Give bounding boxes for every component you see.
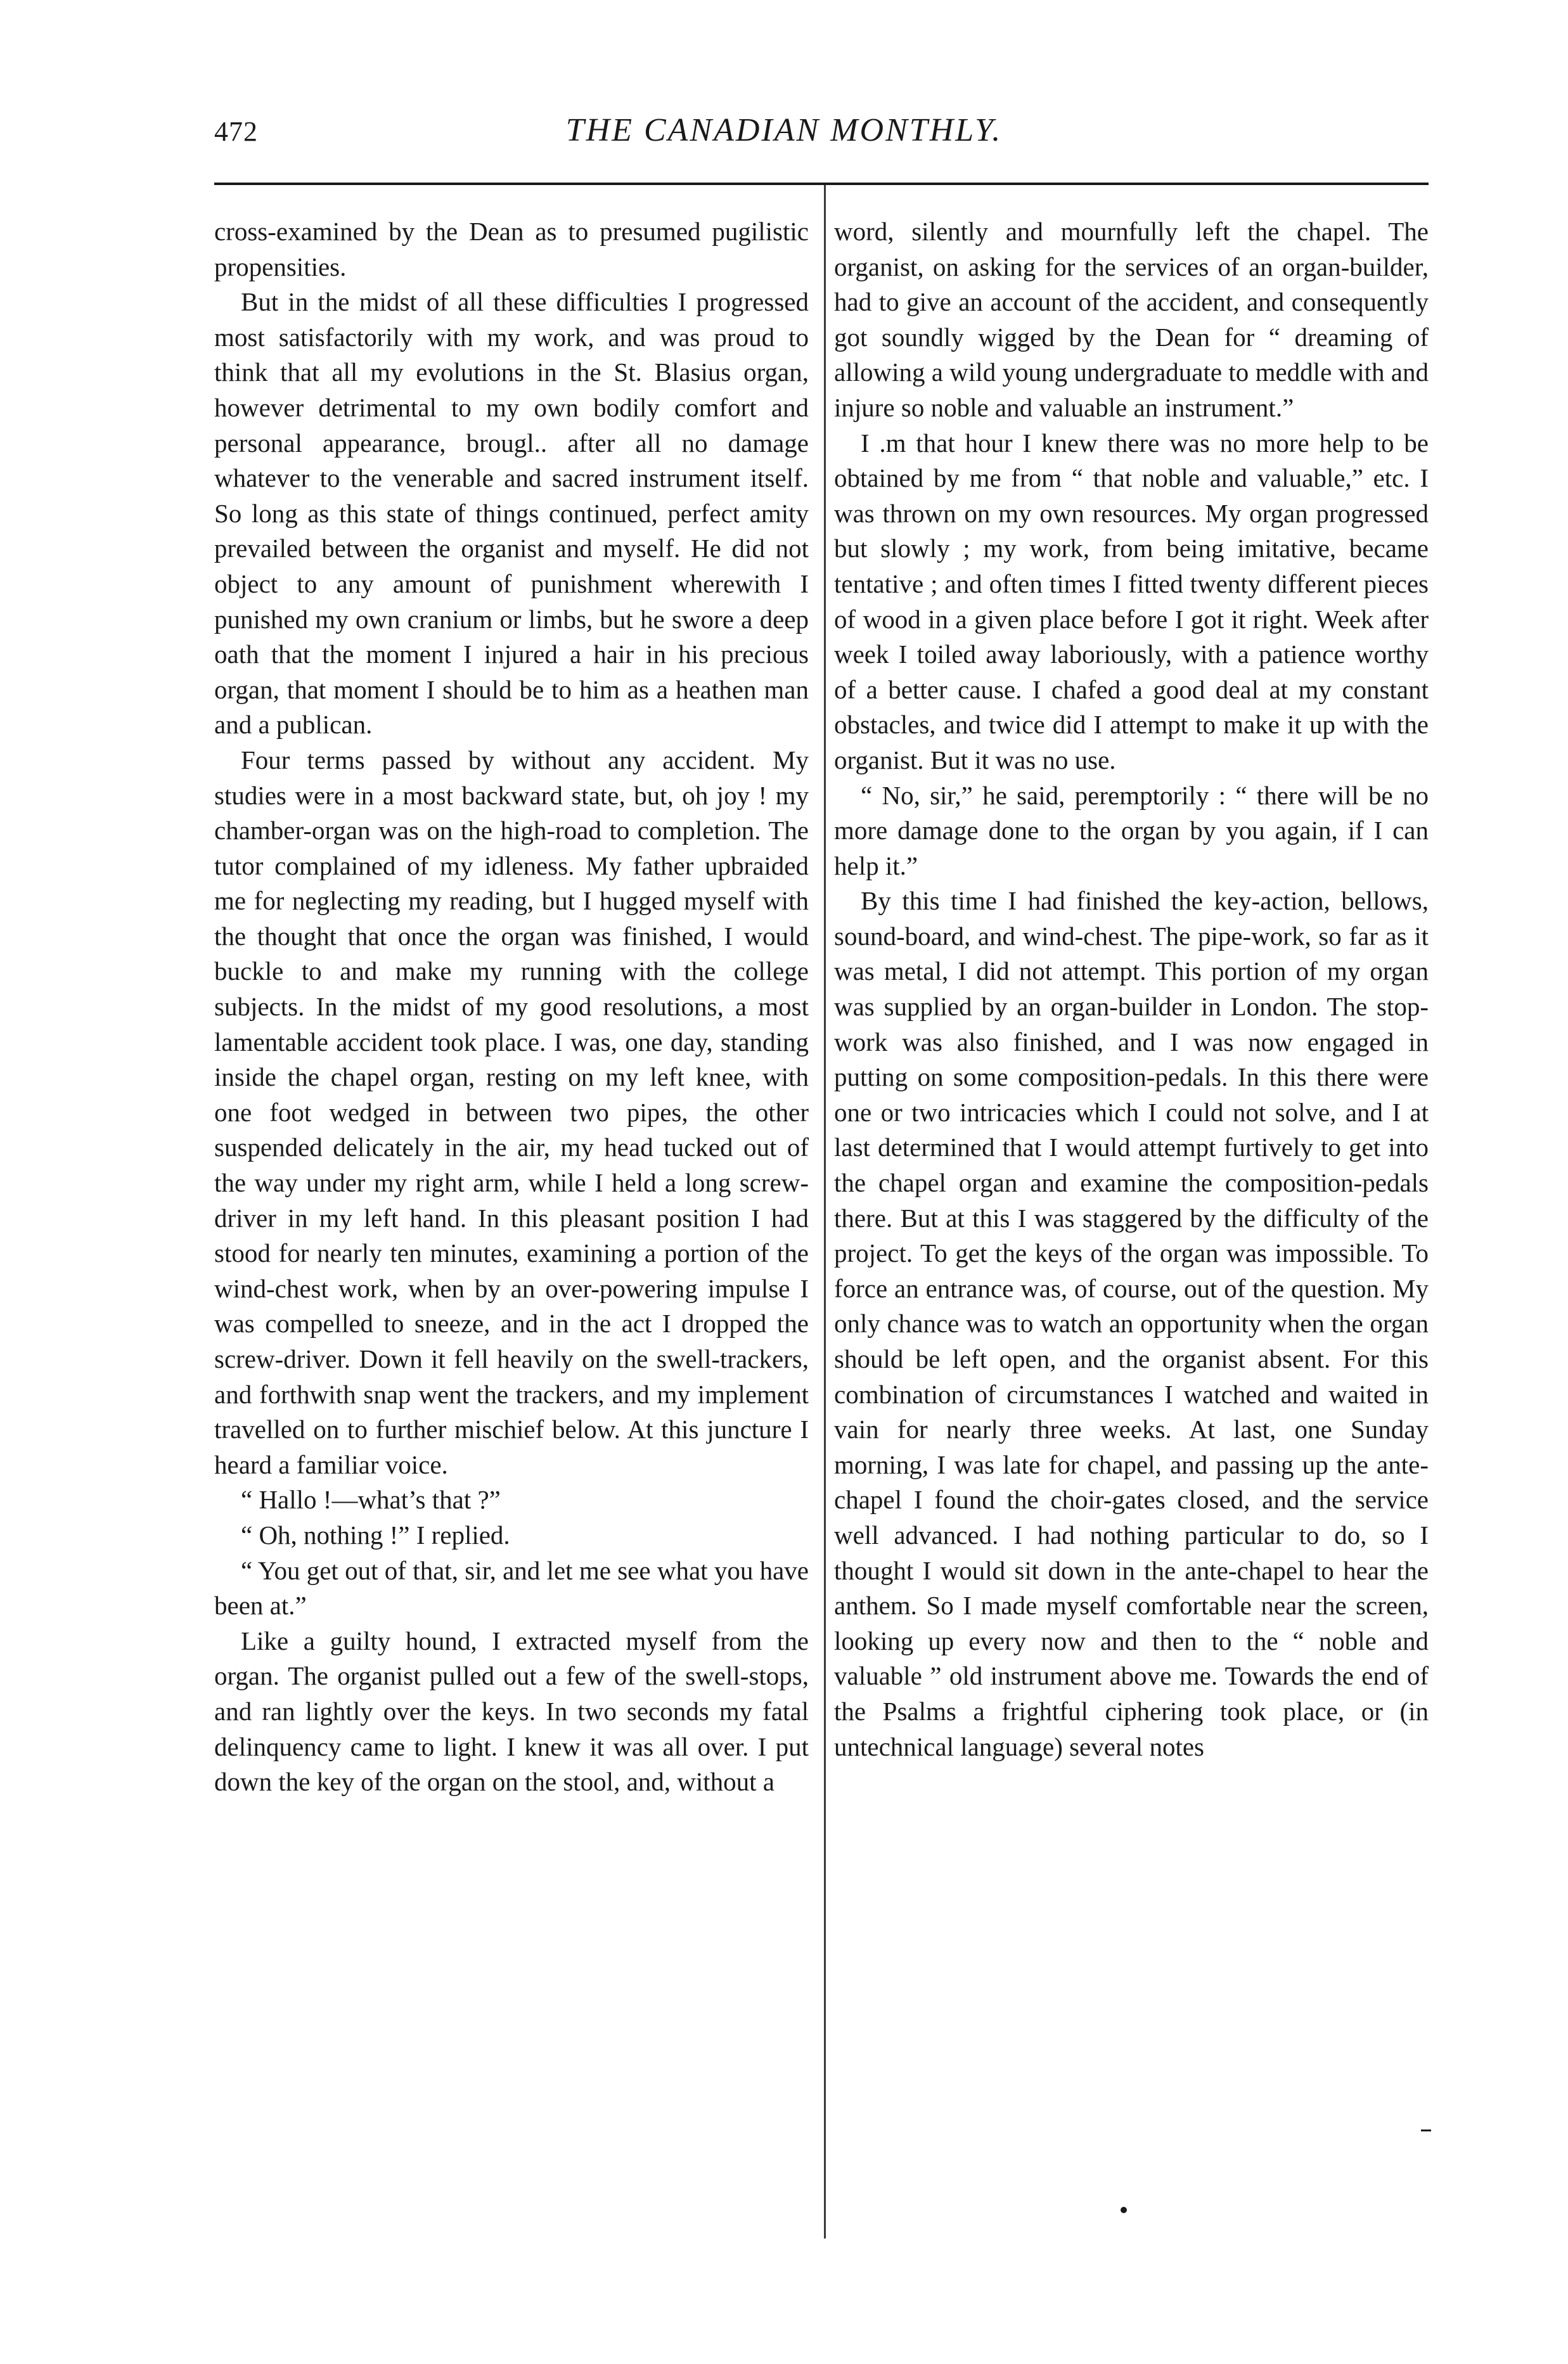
dialogue-line: “ No, sir,” he said, peremptorily : “ there will be no more damage done to the organ by you again, if I can help it.” (834, 780, 1429, 880)
dialogue-line: “ Oh, nothing !” I replied. (241, 1520, 510, 1550)
paragraph: But in the midst of all these difficulties I progressed most satisfactorily with my work, and was proud to think that all my evolutions in the St. Blasius organ, however detrimental to my own bodily comfort and personal appearance, brougl.. after all no damage whatever to the venerable and sacred instrument itself. So long as this state of things continued, perfect amity prevailed between the organist and myself. He did not object to any amount of punishment wherewith I punished my own cranium or limbs, but he swore a deep oath that the moment I injured a hair in his precious organ, that moment I should be to him as a heathen man and a publican. (214, 287, 809, 740)
page-number: 472 (214, 116, 258, 147)
margin-mark (1421, 2130, 1431, 2131)
column-divider (824, 185, 826, 2239)
paragraph: Like a guilty hound, I extracted myself from the organ. The organist pulled out a few of the swell-stops, and ran lightly over the keys. In two seconds my fatal delinquency came to light. I knew it was all over. I put down the key of the organ on the stool, and, without a (214, 1626, 809, 1797)
running-head: THE CANADIAN MONTHLY. (565, 112, 1003, 148)
dialogue-line: “ Hallo !—what’s that ?” (241, 1485, 501, 1515)
paragraph: I .m that hour I knew there was no more help to be obtained by me from “ that noble and valuable,” etc. I was thrown on my own resources. My organ progressed but slowly ; my work, from being imitative, became tentative ; and often times I fitted twenty different pieces of wood in a given place before I got it right. Week after week I toiled away laboriously, with a patience worthy of a better cause. I chafed a good deal at my constant obstacles, and twice did I attempt to make it up with the organist. But it was no use. (834, 428, 1429, 774)
paragraph: Four terms passed by without any accident. My studies were in a most backward state, but, oh joy ! my chamber-organ was on the high-road to completion. The tutor complained of my idleness. My father upbraided me for neglecting my reading, but I hugged myself with the thought that once the organ was finished, I would buckle to and make my running with the college subjects. In the midst of my good resolutions, a most lamentable accident took place. I was, one day, standing inside the chapel organ, resting on my left knee, with one foot wedged in between two pipes, the other suspended delicately in the air, my head tucked out of the way under my right arm, while I held a long screw-driver in my left hand. In this pleasant position I had stood for nearly ten minutes, examining a portion of the wind-chest work, when by an over-powering impulse I was compelled to sneeze, and in the act I dropped the screw-driver. Down it fell heavily on the swell-trackers, and forthwith snap went the trackers, and my implement travelled on to further mischief below. At this juncture I heard a familiar voice. (214, 745, 809, 1479)
right-column (834, 214, 1429, 1764)
left-column (214, 214, 809, 1800)
paragraph: By this time I had finished the key-action, bellows, sound-board, and wind-chest. The pipe-work, so far as it was metal, I did not attempt. This portion of my organ was supplied by an organ-builder in London. The stop-work was also finished, and I was now engaged in putting on some composition-pedals. In this there were one or two intricacies which I could not solve, and I at last determined that I would attempt furtively to get into the chapel organ and examine the composition-pedals there. But at this I was staggered by the difficulty of the project. To get the keys of the organ was impossible. To force an entrance was, of course, out of the question. My only chance was to watch an opportunity when the organ should be left open, and the organist absent. For this combination of circumstances I watched and waited in vain for nearly three weeks. At last, one Sunday morning, I was late for chapel, and passing up the ante-chapel I found the choir-gates closed, and the service well advanced. I had nothing particular to do, so I thought I would sit down in the ante-chapel to hear the anthem. So I made myself comfortable near the screen, looking up every now and then to the “ noble and valuable ” old instrument above me. Towards the end of the Psalms a frightful ciphering took place, or (in untechnical language) several notes (834, 886, 1429, 1761)
dialogue-line: “ You get out of that, sir, and let me see what you have been at.” (214, 1555, 809, 1621)
paragraph: cross-examined by the Dean as to presumed pugilistic propensities. (214, 217, 809, 281)
paragraph: word, silently and mournfully left the chapel. The organist, on asking for the services of an organ-builder, had to give an account of the accident, and consequently got soundly wigged by the Dean for “ dreaming of allowing a wild young undergraduate to meddle with and injure so noble and valuable an instrument.” (834, 217, 1429, 422)
print-speck (1121, 2207, 1127, 2213)
header-rule (214, 183, 1429, 185)
